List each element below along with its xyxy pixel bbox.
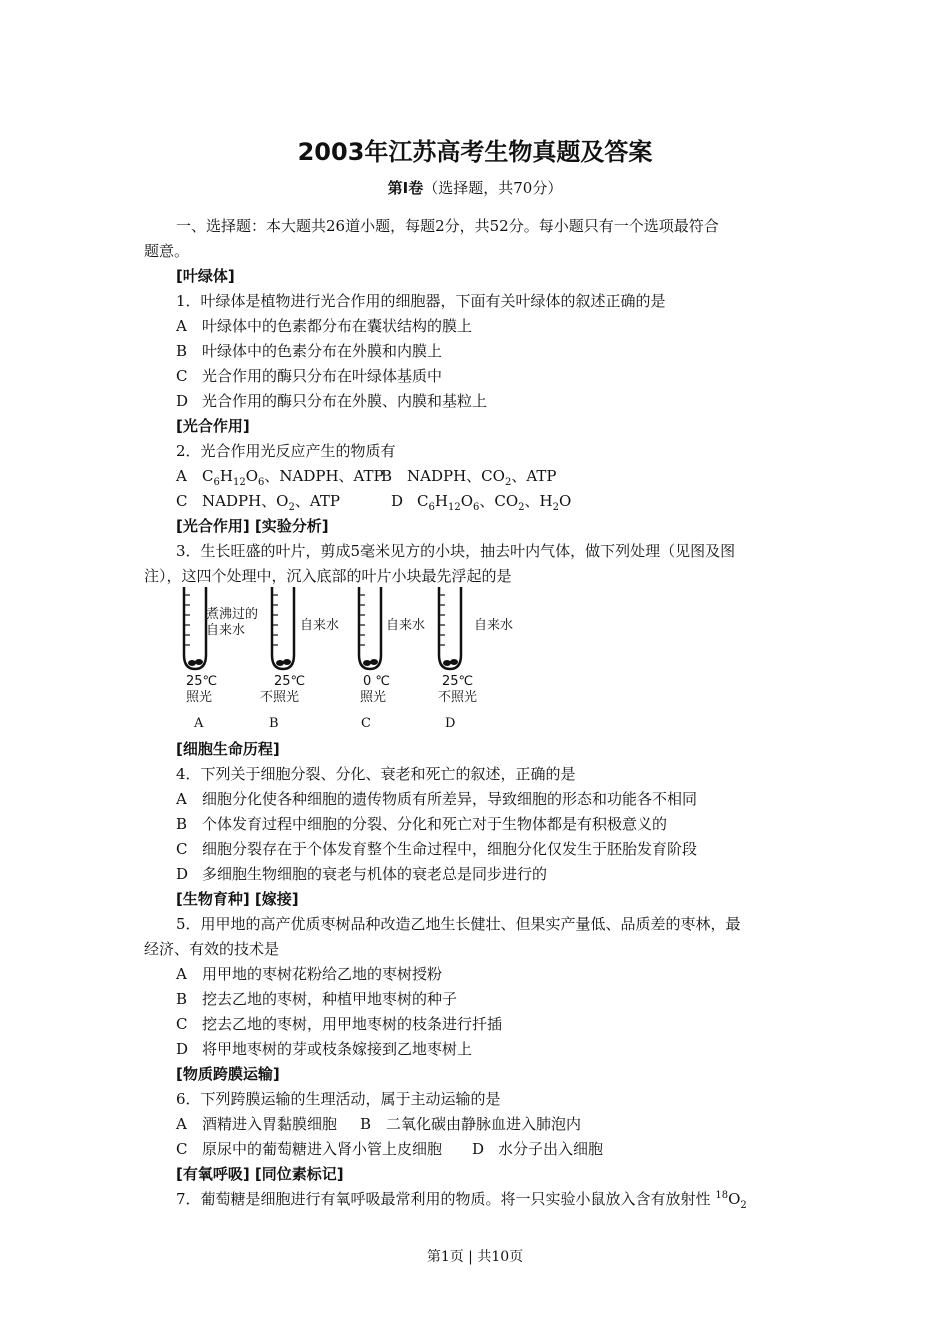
option-letter: C (176, 840, 188, 858)
leaf-piece (276, 660, 284, 666)
intro-line-1: 一、选择题：本大题共26道小题，每题2分，共52分。每小题只有一个选项最符合 (176, 217, 719, 235)
option-text: 酒精进入胃黏膜细胞 (202, 1115, 338, 1133)
page-title: 2003年江苏高考生物真题及答案 (297, 138, 653, 166)
q2-option-b (381, 465, 556, 488)
q4-option-d (176, 863, 547, 884)
option-letter: A (176, 1115, 187, 1133)
option-letter: A (176, 790, 187, 808)
option-letter: A (176, 965, 187, 983)
option-text: 用甲地的枣树花粉给乙地的枣树授粉 (202, 965, 443, 983)
tube-a-light: 照光 (186, 690, 213, 705)
option-text: $C_6H_{12}O_6$、NADPH、ATP (202, 467, 384, 488)
q1-stem: 1．叶绿体是植物进行光合作用的细胞器，下面有关叶绿体的叙述正确的是 (176, 292, 666, 310)
option-letter: B (176, 815, 188, 833)
option-letter: D (391, 492, 404, 510)
option-text: 光合作用的酶只分布在叶绿体基质中 (202, 367, 443, 385)
option-text: 光合作用的酶只分布在外膜、内膜和基粒上 (202, 392, 488, 410)
tube-a-liquid-1: 煮沸过的 (206, 607, 259, 622)
q5-option-a (176, 963, 442, 984)
tube-b-light: 不照光 (260, 690, 300, 705)
q4-stem: 4．下列关于细胞分裂、分化、衰老和死亡的叙述，正确的是 (176, 765, 576, 783)
q2-option-a (176, 465, 384, 488)
leaf-piece (188, 660, 196, 666)
option-text: 个体发育过程中细胞的分裂、分化和死亡对于生物体都是有积极意义的 (202, 815, 668, 833)
tube-c-liquid: 自来水 (386, 618, 426, 633)
q6-option-d (472, 1138, 603, 1159)
option-text: 细胞分化使各种细胞的遗传物质有所差异，导致细胞的形态和功能各不相同 (202, 790, 698, 808)
leaf-piece (450, 659, 458, 665)
q1-option-c (176, 365, 442, 386)
q1-option-b (176, 340, 442, 361)
tube-d-light: 不照光 (438, 690, 478, 705)
q5-stem-line-2: 经济、有效的技术是 (144, 940, 280, 958)
option-text: $C_6H_{12}O_6$、$CO_2$、$H_2O$ (417, 492, 572, 513)
tube-c-temp: 0 ℃ (363, 674, 391, 689)
tube-d-letter: D (445, 716, 456, 731)
q1-option-a (176, 315, 472, 336)
tube-a-temp: 25℃ (186, 674, 218, 689)
q3-tag: [光合作用] [实验分析] (176, 517, 329, 535)
test-tube-b (260, 587, 339, 731)
q2-stem: 2．光合作用光反应产生的物质有 (176, 442, 396, 460)
q6-tag: [物质跨膜运输] (176, 1065, 280, 1083)
q4-option-a (176, 788, 697, 809)
option-letter: C (176, 492, 188, 510)
tube-a-liquid-2: 自来水 (206, 623, 246, 638)
tube-c-letter: C (361, 716, 371, 731)
option-letter: D (176, 392, 189, 410)
option-text: 叶绿体中的色素都分布在囊状结构的膜上 (202, 317, 473, 335)
q2-option-d (391, 490, 571, 513)
q6-option-b (360, 1113, 581, 1134)
tube-d-temp: 25℃ (442, 674, 474, 689)
leaf-piece (283, 659, 291, 665)
q6-option-c (176, 1138, 442, 1159)
q3-stem-line-1: 3．生长旺盛的叶片，剪成5毫米见方的小块，抽去叶内气体，做下列处理（见图及图 (176, 542, 736, 560)
option-letter: C (176, 1140, 188, 1158)
leaf-piece (443, 660, 451, 666)
section-label: 第Ⅰ卷 (387, 179, 424, 197)
q2-tag: [光合作用] (176, 417, 250, 435)
q6-stem: 6．下列跨膜运输的生理活动，属于主动运输的是 (176, 1090, 501, 1108)
option-text: 多细胞生物细胞的衰老与机体的衰老总是同步进行的 (202, 865, 548, 883)
option-text: NADPH、$O_2$、ATP (202, 492, 340, 513)
q7-tag: [有氧呼吸] [同位素标记] (176, 1165, 344, 1183)
tube-b-letter: B (269, 716, 279, 731)
tube-b-liquid: 自来水 (300, 618, 340, 633)
option-text: 挖去乙地的枣树，种植甲地枣树的种子 (202, 990, 458, 1008)
q5-option-b (176, 988, 457, 1009)
leaf-piece (195, 659, 203, 665)
option-text: 叶绿体中的色素分布在外膜和内膜上 (202, 342, 443, 360)
option-letter: B (381, 467, 393, 485)
section-subtitle (0, 177, 950, 198)
page-footer: 第1页 | 共10页 (426, 1249, 524, 1265)
tube-b-temp: 25℃ (274, 674, 306, 689)
test-tube-a (184, 587, 258, 731)
option-text: 原尿中的葡萄糖进入肾小管上皮细胞 (202, 1140, 443, 1158)
tube-d-liquid: 自来水 (474, 618, 514, 633)
q4-option-b (176, 813, 667, 834)
option-letter: C (176, 367, 188, 385)
option-letter: B (176, 342, 188, 360)
option-letter: C (176, 1015, 188, 1033)
option-letter: A (176, 467, 187, 485)
q5-option-c (176, 1013, 502, 1034)
option-letter: B (360, 1115, 372, 1133)
option-text: NADPH、$CO_2$、ATP (407, 467, 557, 488)
q5-tag: [生物育种] [嫁接] (176, 890, 299, 908)
option-letter: B (176, 990, 188, 1008)
q1-tag: [叶绿体] (176, 267, 235, 285)
q1-option-d (176, 390, 487, 411)
option-text: 水分子出入细胞 (498, 1140, 604, 1158)
leaf-piece (363, 660, 371, 666)
option-letter: D (176, 865, 189, 883)
q4-option-c (176, 838, 697, 859)
section-note: （选择题，共70分） (423, 179, 563, 197)
q3-stem-line-2: 注），这四个处理中，沉入底部的叶片小块最先浮起的是 (144, 567, 512, 585)
q6-option-a (176, 1113, 337, 1134)
test-tube-figure (170, 585, 550, 735)
option-text: 挖去乙地的枣树，用甲地枣树的枝条进行扦插 (202, 1015, 503, 1033)
option-letter: D (176, 1040, 189, 1058)
q5-option-d (176, 1038, 472, 1059)
intro-line-2: 题意。 (144, 242, 190, 260)
option-text: 将甲地枣树的芽或枝条嫁接到乙地枣树上 (202, 1040, 473, 1058)
option-letter: A (176, 317, 187, 335)
test-tube-c (359, 587, 425, 731)
q2-option-c (176, 490, 340, 513)
q5-stem-line-1: 5．用甲地的高产优质枣树品种改造乙地生长健壮、但果实产量低、品质差的枣林，最 (176, 915, 741, 933)
option-text: 细胞分裂存在于个体发育整个生命过程中，细胞分化仅发生于胚胎发育阶段 (202, 840, 698, 858)
option-text: 二氧化碳由静脉血进入肺泡内 (386, 1115, 582, 1133)
q7-stem: 7．葡萄糖是细胞进行有氧呼吸最常利用的物质。将一只实验小鼠放入含有放射性 $^{18}O_2$ (176, 1190, 747, 1211)
tube-a-letter: A (194, 716, 204, 731)
q4-tag: [细胞生命历程] (176, 740, 280, 758)
option-letter: D (472, 1140, 485, 1158)
test-tube-d (438, 587, 513, 731)
tube-c-light: 照光 (360, 690, 387, 705)
leaf-piece (370, 659, 378, 665)
